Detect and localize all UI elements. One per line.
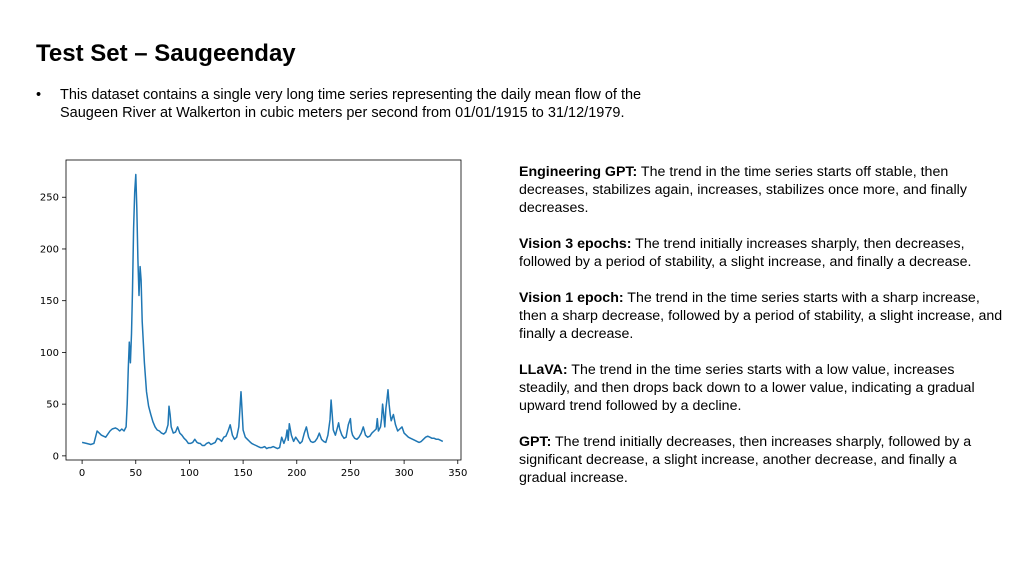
desc-label: Vision 3 epochs: <box>519 236 632 252</box>
y-tick-label: 0 <box>52 451 59 463</box>
y-tick-label: 150 <box>39 296 59 308</box>
desc-text: The trend in the time series starts with a sharp increase, then a sharp decrease, followed by a period of stability, a slight increase, and finally a decrease. <box>519 290 1003 342</box>
dataset-description: This dataset contains a single very long time series representing the daily mean flow of the Saugeen River at Walkerton in cubic meters per second from 01/01/1915 to 31/12/1979. <box>60 87 642 121</box>
desc-label: LLaVA: <box>519 362 568 378</box>
x-tick-label: 250 <box>340 468 360 479</box>
trend-descriptions <box>519 163 1004 505</box>
bullet-marker: • <box>36 87 42 103</box>
desc-vision-1-epoch <box>519 289 1004 343</box>
y-tick-label: 200 <box>39 244 59 256</box>
x-tick-label: 50 <box>129 468 143 479</box>
x-tick-label: 100 <box>179 468 199 479</box>
desc-engineering-gpt <box>519 163 1004 217</box>
desc-llava <box>519 361 1004 415</box>
flow-chart <box>20 155 480 485</box>
y-tick-label: 250 <box>39 192 59 204</box>
desc-vision-3-epochs <box>519 235 1004 271</box>
dataset-bullet <box>36 86 646 122</box>
desc-text: The trend initially decreases, then increases sharply, followed by a significant decrease, a slight increase, another decrease, and finally a gradual increase. <box>519 434 972 486</box>
slide-title: Test Set – Saugeenday <box>36 40 296 67</box>
x-tick-label: 0 <box>78 468 86 479</box>
x-tick-label: 200 <box>287 468 307 479</box>
x-tick-label: 350 <box>448 468 468 479</box>
flow-chart-svg <box>20 155 480 485</box>
desc-text: The trend in the time series starts with a low value, increases steadily, and then drops back down to a lower value, indicating a gradual upward trend followed by a decline. <box>519 362 975 414</box>
y-tick-label: 50 <box>46 399 59 411</box>
y-tick-label: 100 <box>39 347 59 359</box>
plot-frame <box>66 160 461 460</box>
desc-text: The trend in the time series starts off stable, then decreases, stabilizes again, increases, stabilizes once more, and finally decreases. <box>519 164 967 216</box>
x-tick-label: 300 <box>394 468 414 479</box>
desc-gpt <box>519 433 1004 487</box>
desc-label: GPT: <box>519 434 552 450</box>
x-tick-label: 150 <box>233 468 253 479</box>
desc-text: The trend initially increases sharply, then decreases, followed by a period of stability, a slight increase, and finally a decrease. <box>519 236 972 270</box>
desc-label: Vision 1 epoch: <box>519 290 624 306</box>
series-line <box>82 175 443 449</box>
desc-label: Engineering GPT: <box>519 164 638 180</box>
